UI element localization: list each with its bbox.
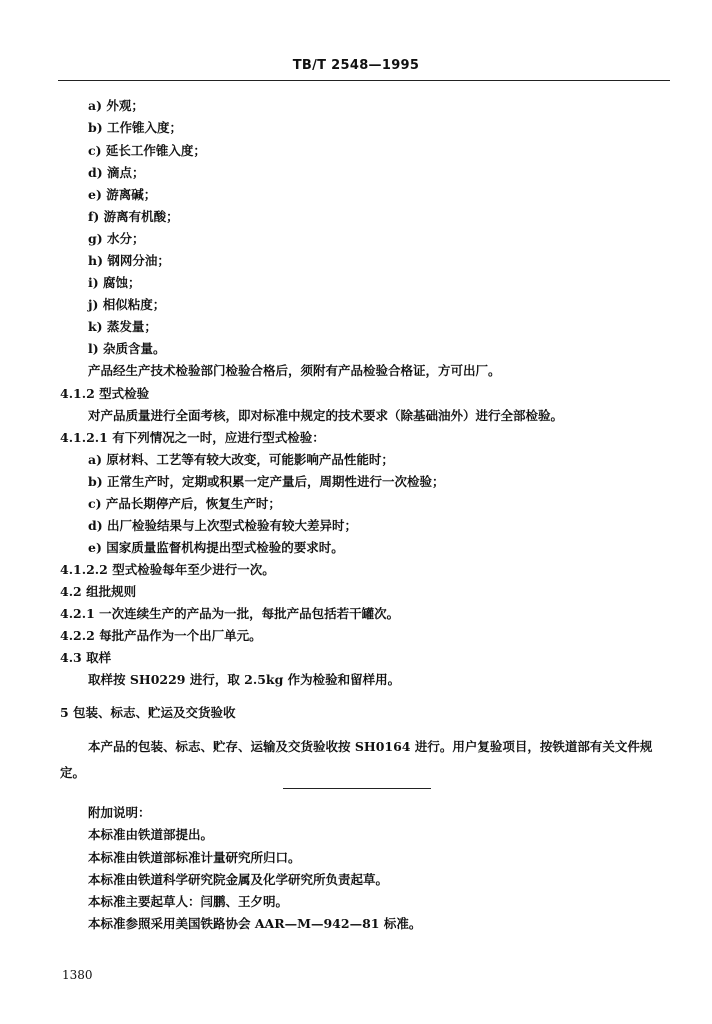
- section-heading: 5 包装、标志、贮运及交货验收: [60, 705, 236, 720]
- note-line: 本标准参照采用美国铁路协会 AAR—M—942—81 标准。: [88, 916, 422, 931]
- notes-heading: 附加说明：: [88, 805, 151, 820]
- note-line: 本标准主要起草人：闫鹏、王夕明。: [88, 894, 289, 909]
- section-heading: 4.1.2.1 有下列情况之一时，应进行型式检验：: [60, 430, 325, 445]
- standard-code-header: TB/T 2548—1995: [292, 58, 420, 73]
- note-line: 本标准由铁道部标准计量研究所归口。: [88, 850, 301, 865]
- list-item: d) 出厂检验结果与上次型式检验有较大差异时；: [88, 518, 358, 533]
- list-item: i) 腐蚀；: [88, 275, 141, 290]
- section-heading: 4.1.2.2 型式检验每年至少进行一次。: [60, 562, 275, 577]
- list-item: h) 钢网分油；: [88, 253, 170, 268]
- section-heading: 4.2.1 一次连续生产的产品为一批，每批产品包括若干罐次。: [60, 606, 400, 621]
- list-item: g) 水分；: [88, 231, 145, 246]
- list-item: a) 外观；: [88, 98, 144, 113]
- list-item: l) 杂质含量。: [88, 341, 166, 356]
- paragraph: 本产品的包装、标志、贮存、运输及交货验收按 SH0164 进行。用户复验项目，按铁道部有关文件规定。: [60, 739, 653, 780]
- divider: [283, 788, 431, 789]
- note-line: 本标准由铁道科学研究院金属及化学研究所负责起草。: [88, 872, 389, 887]
- list-item: a) 原材料、工艺等有较大改变，可能影响产品性能时；: [88, 452, 394, 467]
- section-heading: 4.1.2 型式检验: [60, 386, 150, 401]
- section-heading: 4.2.2 每批产品作为一个出厂单元。: [60, 628, 262, 643]
- paragraph: 产品经生产技术检验部门检验合格后，须附有产品检验合格证，方可出厂。: [88, 363, 501, 378]
- list-item: c) 延长工作锥入度；: [88, 143, 206, 158]
- list-item: b) 正常生产时，定期或积累一定产量后，周期性进行一次检验；: [88, 474, 445, 489]
- list-item: c) 产品长期停产后，恢复生产时；: [88, 496, 281, 511]
- list-item: j) 相似粘度；: [88, 297, 166, 312]
- page-number: 1380: [62, 968, 93, 982]
- header-rule: [58, 80, 670, 81]
- section-heading: 4.3 取样: [60, 650, 112, 665]
- section-heading: 4.2 组批规则: [60, 584, 137, 599]
- list-item: e) 游离碱；: [88, 187, 157, 202]
- paragraph: 取样按 SH0229 进行，取 2.5kg 作为检验和留样用。: [88, 672, 401, 687]
- note-line: 本标准由铁道部提出。: [88, 827, 214, 842]
- list-item: f) 游离有机酸；: [88, 209, 179, 224]
- list-item: b) 工作锥入度；: [88, 120, 183, 135]
- paragraph: 对产品质量进行全面考核，即对标准中规定的技术要求（除基础油外）进行全部检验。: [88, 408, 564, 423]
- list-item: e) 国家质量监督机构提出型式检验的要求时。: [88, 540, 344, 555]
- list-item: k) 蒸发量；: [88, 319, 157, 334]
- list-item: d) 滴点；: [88, 165, 145, 180]
